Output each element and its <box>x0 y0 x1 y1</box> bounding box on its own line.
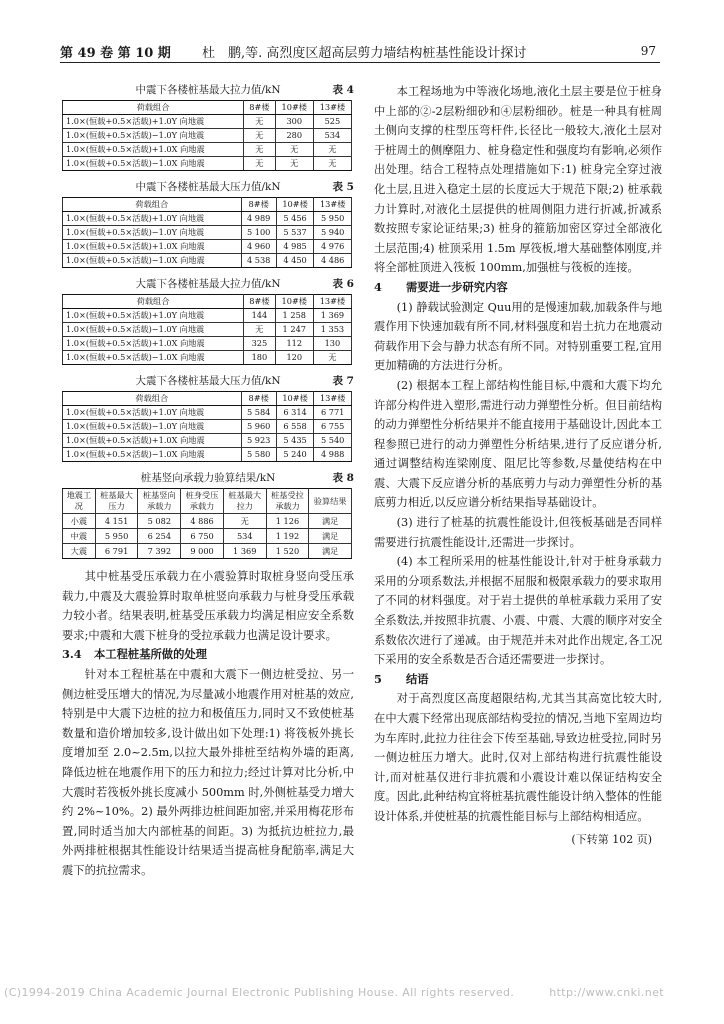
value-cell: 1 353 <box>313 323 351 337</box>
table-8 <box>62 470 354 559</box>
column-header: 10#楼 <box>276 198 314 212</box>
value-cell: 5 950 <box>314 212 352 226</box>
table-grid <box>62 391 352 462</box>
table-header-row <box>63 198 352 212</box>
load-combination-cell: 1.0×(恒载+0.5×活载)−1.0Y 向地震 <box>63 323 244 337</box>
table-row <box>63 115 352 129</box>
value-cell: 5 100 <box>241 226 276 240</box>
value-cell: 6 558 <box>276 420 314 434</box>
table-grid <box>62 197 352 268</box>
column-header: 桩基受拉承载力 <box>266 489 309 514</box>
value-cell: 大震 <box>63 544 96 559</box>
load-combination-cell: 1.0×(恒载+0.5×活载)−1.0Y 向地震 <box>63 226 242 240</box>
column-header: 验算结果 <box>309 489 352 514</box>
value-cell: 无 <box>313 351 351 365</box>
column-header: 荷载组合 <box>63 295 244 309</box>
value-cell: 5 950 <box>95 529 138 544</box>
column-header: 8#楼 <box>241 198 276 212</box>
load-combination-cell: 1.0×(恒载+0.5×活载)+1.0Y 向地震 <box>63 212 242 226</box>
value-cell: 4 989 <box>241 212 276 226</box>
table-header-row <box>63 489 352 514</box>
value-cell: 6 771 <box>314 406 352 420</box>
section-heading-3-4: 3.4 本工程桩基所做的处理 <box>62 647 207 662</box>
column-header: 10#楼 <box>276 392 314 406</box>
value-cell: 7 392 <box>138 544 181 559</box>
cnki-link[interactable]: http://www.cnki.net <box>549 986 664 999</box>
value-cell: 无 <box>223 514 266 529</box>
value-cell: 5 240 <box>276 448 314 462</box>
value-cell: 5 580 <box>241 448 276 462</box>
value-cell: 1 192 <box>266 529 309 544</box>
column-header: 荷载组合 <box>63 101 244 115</box>
table-header-row <box>63 392 352 406</box>
column-header: 桩基最大拉力 <box>223 489 266 514</box>
value-cell: 144 <box>244 309 276 323</box>
value-cell: 112 <box>275 337 313 351</box>
table-caption: 中震下各楼桩基最大拉力值/kN 表 4 <box>135 84 354 96</box>
value-cell: 4 988 <box>314 448 352 462</box>
value-cell: 5 540 <box>314 434 352 448</box>
column-header: 荷载组合 <box>63 392 242 406</box>
table-row <box>63 309 352 323</box>
table-row <box>63 514 352 529</box>
value-cell: 满足 <box>309 529 352 544</box>
load-combination-cell: 1.0×(恒载+0.5×活载)+1.0Y 向地震 <box>63 309 244 323</box>
load-combination-cell: 1.0×(恒载+0.5×活载)−1.0X 向地震 <box>63 448 242 462</box>
value-cell: 无 <box>244 157 276 171</box>
value-cell: 6 755 <box>314 420 352 434</box>
table-row <box>63 254 352 268</box>
table-row <box>63 337 352 351</box>
column-header: 10#楼 <box>275 295 313 309</box>
value-cell: 5 584 <box>241 406 276 420</box>
section-heading-4: 4 需要进一步研究内容 <box>374 279 508 294</box>
value-cell: 5 923 <box>241 434 276 448</box>
load-combination-cell: 1.0×(恒载+0.5×活载)−1.0Y 向地震 <box>63 420 242 434</box>
value-cell: 5 435 <box>276 434 314 448</box>
value-cell: 6 750 <box>181 529 224 544</box>
paragraph: 其中桩基受压承载力在小震验算时取桩身竖向受压承载力,中震及大震验算时取单桩竖向承载力与桩身受压承载力较小者。结果表明,桩基受压承载力均满足相应安全系数要求;中震和大震下桩身的受拉承载力也满足设计要求。 <box>62 570 354 642</box>
table-8-grid <box>62 488 352 559</box>
paragraph: 对于高烈度区高度超限结构,尤其当其高宽比较大时,在中大震下经常出现底部结构受拉的情况,当地下室周边均为车库时,此拉力往往会下传至基础,导致边桩受拉,同时另一侧边桩压力增大。此时,仅对上部结构进行抗震性能设计,而对桩基仅进行非抗震和小震设计难以保证结构安全度。因此,此种结构宜将桩基抗震性能设计纳入整体的性能设计体系,并使桩基的抗震性能目标与上部结构相适应。 <box>374 692 662 823</box>
running-header <box>60 36 660 63</box>
column-header: 13#楼 <box>313 101 351 115</box>
value-cell: 无 <box>313 157 351 171</box>
column-header: 桩身受压承载力 <box>181 489 224 514</box>
right-column <box>374 82 662 847</box>
value-cell: 1 520 <box>266 544 309 559</box>
value-cell: 130 <box>313 337 351 351</box>
paragraph: (3) 进行了桩基的抗震性能设计,但筏板基础是否同样需要进行抗震性能设计,还需进一步探讨。 <box>374 516 662 549</box>
load-combination-cell: 1.0×(恒载+0.5×活载)+1.0X 向地震 <box>63 143 244 157</box>
table-grid <box>62 100 352 171</box>
column-header: 8#楼 <box>244 295 276 309</box>
column-header: 荷载组合 <box>63 198 242 212</box>
column-header: 地震工况 <box>63 489 96 514</box>
table-row <box>63 351 352 365</box>
page-number: 97 <box>640 44 656 58</box>
column-header: 13#楼 <box>313 295 351 309</box>
value-cell: 4 985 <box>276 240 314 254</box>
value-cell: 5 960 <box>241 420 276 434</box>
table-row <box>63 129 352 143</box>
table-header-row <box>63 101 352 115</box>
value-cell: 1 247 <box>275 323 313 337</box>
running-title: 杜 鹏,等. 高烈度区超高层剪力墙结构桩基性能设计探讨 <box>202 46 527 61</box>
column-header: 13#楼 <box>314 392 352 406</box>
value-cell: 5 537 <box>276 226 314 240</box>
value-cell: 无 <box>244 323 276 337</box>
table-grid <box>62 294 352 365</box>
value-cell: 小震 <box>63 514 96 529</box>
value-cell: 中震 <box>63 529 96 544</box>
load-combination-cell: 1.0×(恒载+0.5×活载)+1.0Y 向地震 <box>63 115 244 129</box>
value-cell: 4 151 <box>95 514 138 529</box>
column-header: 10#楼 <box>275 101 313 115</box>
volume-issue: 第 49 卷 第 10 期 <box>60 46 171 61</box>
load-combination-cell: 1.0×(恒载+0.5×活载)−1.0X 向地震 <box>63 254 242 268</box>
column-header: 桩基最大压力 <box>95 489 138 514</box>
column-header: 桩基竖向承载力 <box>138 489 181 514</box>
load-combination-cell: 1.0×(恒载+0.5×活载)−1.0Y 向地震 <box>63 129 244 143</box>
value-cell: 4 486 <box>314 254 352 268</box>
paragraph: 针对本工程桩基在中震和大震下一侧边桩受拉、另一侧边桩受压增大的情况,为尽量减小地震作用对桩基的效应,特别是中大震下边桩的拉力和极值压力,同时又不致使桩基数量和造价增加较多,设计做出如下处理:1) 将筏板外挑长度增加至 2.0~2.5m,以拉大最外排桩至结构外墙的距离,降低边桩在地震作用下的压力和拉力;经过计算对比分析,中大震时若筏板外挑长度减小 500mm 时,外侧桩基受力增大约 2%~10%。2) 最外两排边桩间距加密,并采用梅花形布置,同时适当加大内部桩基的间距。3) 为抵抗边桩拉力,最外两排桩根据其性能设计结果适当提高桩身配筋率,满足大震下的抗拉需求。 <box>62 667 354 877</box>
table-row <box>63 406 352 420</box>
load-combination-cell: 1.0×(恒载+0.5×活载)+1.0X 向地震 <box>63 434 242 448</box>
value-cell: 1 258 <box>275 309 313 323</box>
column-header: 13#楼 <box>314 198 352 212</box>
column-header: 8#楼 <box>244 101 276 115</box>
value-cell: 无 <box>275 157 313 171</box>
value-cell: 4 960 <box>241 240 276 254</box>
table-header-row <box>63 295 352 309</box>
value-cell: 6 314 <box>276 406 314 420</box>
value-cell: 满足 <box>309 544 352 559</box>
value-cell: 无 <box>275 143 313 157</box>
value-cell: 9 000 <box>181 544 224 559</box>
value-cell: 5 456 <box>276 212 314 226</box>
table-row <box>63 226 352 240</box>
paragraph: (2) 根据本工程上部结构性能目标,中震和大震下均允许部分构件进入塑形,需进行动力弹塑性分析。但目前结构的动力弹塑性分析结果并不能直接用于基础设计,因此本工程参照已进行的动力弹塑性分析结果,进行了反应谱分析,通过调整结构连梁刚度、阻尼比等参数,尽量使结构在中震、大震下反应谱分析的基底剪力与动力弹塑性分析的基底剪力相近,以反应谱分析结果指导基础设计。 <box>374 378 662 510</box>
load-combination-cell: 1.0×(恒载+0.5×活载)+1.0X 向地震 <box>63 337 244 351</box>
data-table <box>62 373 354 462</box>
value-cell: 1 369 <box>313 309 351 323</box>
continued-note: (下转第 102 页) <box>571 832 652 846</box>
left-column <box>62 82 354 881</box>
value-cell: 无 <box>313 143 351 157</box>
table-row <box>63 157 352 171</box>
paragraph: (4) 本工程所采用的桩基性能设计,针对于桩身承载力采用的分项系数法,并根据不屈服和极限承载力的要求取用了不同的材料强度。对于岩土提供的单桩承载力采用了安全系数法,并按照非抗震、小震、中震、大震的顺序对安全系数依次进行了递减。由于规范并未对此作出规定,各工况下采用的安全系数是否合适还需要进一步探讨。 <box>374 555 662 667</box>
table-row <box>63 434 352 448</box>
copyright-text: (C)1994-2019 China Academic Journal Electronic Publishing House. All rights reserved. <box>4 986 515 999</box>
table-row <box>63 240 352 254</box>
value-cell: 525 <box>313 115 351 129</box>
value-cell: 5 940 <box>314 226 352 240</box>
value-cell: 1 369 <box>223 544 266 559</box>
table-row <box>63 420 352 434</box>
value-cell: 534 <box>313 129 351 143</box>
table-row <box>63 323 352 337</box>
table-row <box>63 448 352 462</box>
value-cell: 534 <box>223 529 266 544</box>
load-combination-cell: 1.0×(恒载+0.5×活载)−1.0X 向地震 <box>63 351 244 365</box>
value-cell: 无 <box>244 115 276 129</box>
section-heading-5: 5 结语 <box>374 671 429 686</box>
table-row <box>63 544 352 559</box>
value-cell: 4 538 <box>241 254 276 268</box>
table-row <box>63 529 352 544</box>
paragraph: 本工程场地为中等液化场地,液化土层主要是位于桩身中上部的②-2层粉细砂和④层粉细砂。桩是一种具有桩周土侧向支撑的柱型压弯杆件,长径比一般较大,液化土层对于桩周土的侧摩阻力、桩身稳定性和强度均有影响,必须作出处理。结合工程特点处理措施如下:1) 桩身完全穿过液化土层,且进入稳定土层的长度远大于规范下限;2) 桩承载力计算时,对液化土层提供的桩周侧阻力进行折减,折减系数按照专家论证结果;3) 桩身的箍筋加密区穿过全部液化土层范围;4) 桩顶采用 1.5m 厚筏板,增大基础整体刚度,并将全部桩顶进入筏板 100mm,加强桩与筏板的连接。 <box>374 85 662 275</box>
table-caption: 中震下各楼桩基最大压力值/kN 表 5 <box>135 181 354 193</box>
value-cell: 120 <box>275 351 313 365</box>
value-cell: 6 791 <box>95 544 138 559</box>
value-cell: 325 <box>244 337 276 351</box>
value-cell: 180 <box>244 351 276 365</box>
paragraph: (1) 静载试验测定 Quu用的是慢速加载,加载条件与地震作用下快速加载有所不同,材料强度和岩土抗力在地震动荷载作用下会与静力状态有所不同。对特别重要工程,宜用更加精确的方法进行分析。 <box>374 300 662 373</box>
value-cell: 无 <box>244 143 276 157</box>
value-cell: 满足 <box>309 514 352 529</box>
column-header: 8#楼 <box>241 392 276 406</box>
table-caption: 桩基竖向承载力验算结果/kN 表 8 <box>140 472 354 484</box>
value-cell: 280 <box>275 129 313 143</box>
data-table <box>62 276 354 365</box>
table-caption: 大震下各楼桩基最大拉力值/kN 表 6 <box>135 278 354 290</box>
tables-4-to-7 <box>62 82 354 462</box>
value-cell: 1 126 <box>266 514 309 529</box>
value-cell: 5 082 <box>138 514 181 529</box>
table-caption: 大震下各楼桩基最大压力值/kN 表 7 <box>135 375 354 387</box>
value-cell: 无 <box>244 129 276 143</box>
table-row <box>63 143 352 157</box>
value-cell: 4 450 <box>276 254 314 268</box>
load-combination-cell: 1.0×(恒载+0.5×活载)+1.0X 向地震 <box>63 240 242 254</box>
data-table <box>62 179 354 268</box>
value-cell: 6 254 <box>138 529 181 544</box>
load-combination-cell: 1.0×(恒载+0.5×活载)+1.0Y 向地震 <box>63 406 242 420</box>
value-cell: 4 976 <box>314 240 352 254</box>
load-combination-cell: 1.0×(恒载+0.5×活载)−1.0X 向地震 <box>63 157 244 171</box>
value-cell: 300 <box>275 115 313 129</box>
data-table <box>62 82 354 171</box>
value-cell: 4 886 <box>181 514 224 529</box>
table-row <box>63 212 352 226</box>
